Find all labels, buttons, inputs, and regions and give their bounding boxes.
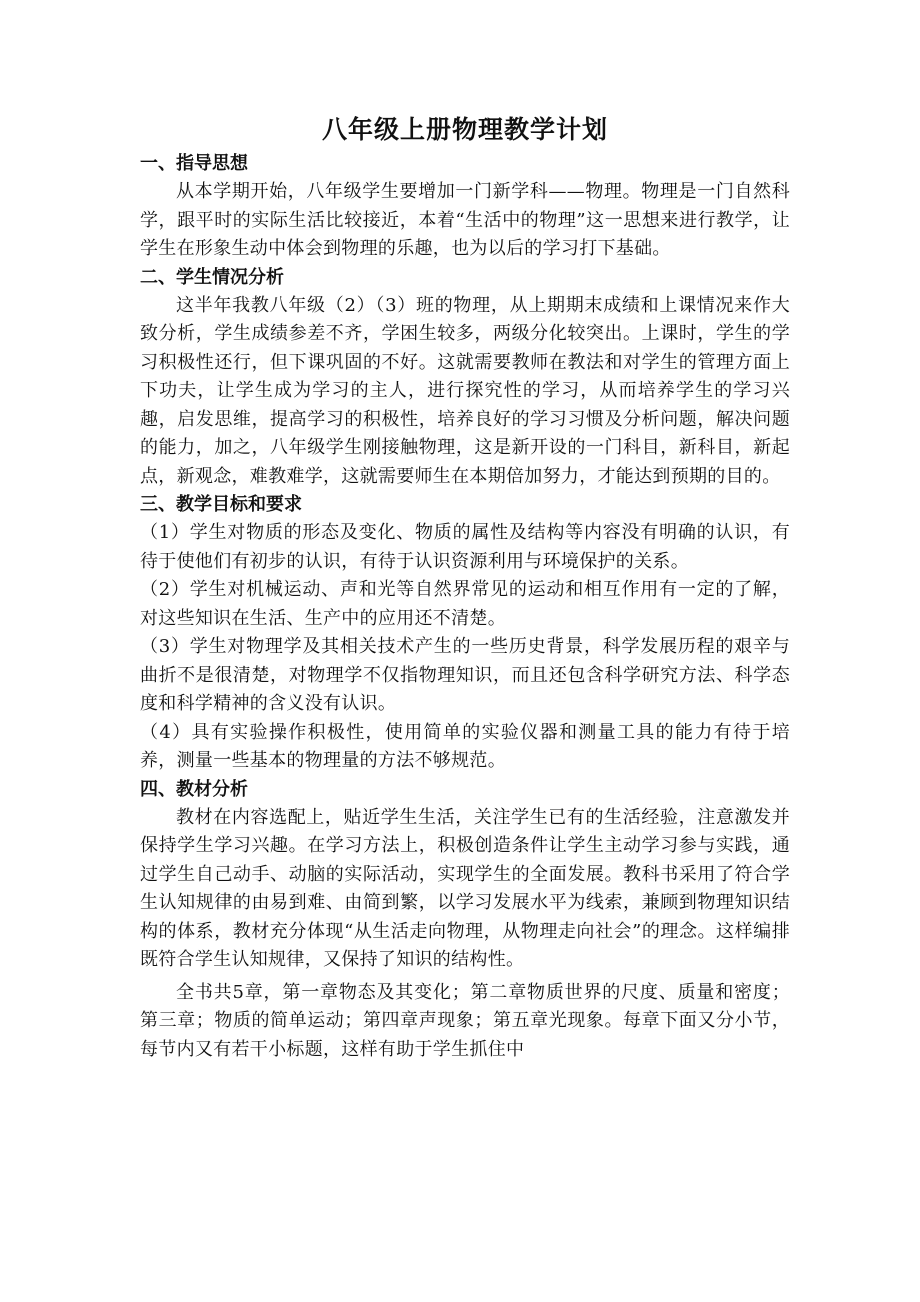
document-title: 八年级上册物理教学计划 [321, 115, 608, 144]
section-teaching-goals [140, 491, 790, 776]
goal-item: （4）具有实验操作积极性，使用简单的实验仪器和测量工具的能力有待于培养，测量一些基本的物理量的方法不够规范。 [140, 721, 790, 771]
section-paragraph: 全书共5章，第一章物态及其变化；第二章物质世界的尺度、质量和密度；第三章；物质的简单运动；第四章声现象；第五章光现象。每章下面又分小节，每节内又有若干小标题，这样有助于学生抓住中 [140, 981, 790, 1060]
section-paragraph: 教材在内容选配上，贴近学生生活，关注学生已有的生活经验，注意激发并保持学生学习兴趣。在学习方法上，积极创造条件让学生主动学习参与实践，通过学生自己动手、动脑的实际活动，实现学生的全面发展。教科书采用了符合学生认知规律的由易到难、由简到繁，以学习发展水平为线索，兼顾到物理知识结构的体系，教材充分体现“从生活走向物理，从物理走向社会”的理念。这样编排既符合学生认知规律，又保持了知识的结构性。 [140, 806, 790, 970]
section-guiding-ideology [140, 150, 790, 264]
section-heading: 四、教材分析 [140, 778, 248, 800]
section-textbook-analysis [140, 776, 790, 1065]
document-page [140, 110, 790, 1064]
goal-item: （3）学生对物理学及其相关技术产生的一些历史背景，科学发展历程的艰辛与曲折不是很清楚，对物理学不仅指物理知识，而且还包含科学研究方法、科学态度和科学精神的含义没有认识。 [140, 636, 790, 714]
section-heading: 二、学生情况分析 [140, 266, 284, 288]
section-paragraph: 从本学期开始，八年级学生要增加一门新学科——物理。物理是一门自然科学，跟平时的实际生活比较接近，本着“生活中的物理”这一思想来进行教学，让学生在形象生动中体会到物理的乐趣，也为以后的学习打下基础。 [140, 181, 790, 259]
goal-item: （1）学生对物质的形态及变化、物质的属性及结构等内容没有明确的认识，有待于使他们有初步的认识，有待于认识资源利用与环境保护的关系。 [140, 522, 790, 572]
section-paragraph: 这半年我教八年级（2）（3）班的物理，从上期期末成绩和上课情况来作大致分析，学生成绩参差不齐，学困生较多，两级分化较突出。上课时，学生的学习积极性还行，但下课巩固的不好。这就需要教师在教法和对学生的管理方面上下功夫，让学生成为学习的主人，进行探究性的学习，从而培养学生的学习兴趣，启发思维，提高学习的积极性，培养良好的学习习惯及分析问题，解决问题的能力，加之，八年级学生刚接触物理，这是新开设的一门科目，新科目，新起点，新观念，难教难学，这就需要师生在本期倍加努力，才能达到预期的目的。 [140, 294, 790, 487]
goal-item: （2）学生对机械运动、声和光等自然界常见的运动和相互作用有一定的了解，对这些知识在生活、生产中的应用还不清楚。 [140, 579, 790, 629]
section-heading: 一、指导思想 [140, 153, 248, 174]
section-student-analysis [140, 264, 790, 492]
section-heading: 三、教学目标和要求 [140, 494, 302, 515]
